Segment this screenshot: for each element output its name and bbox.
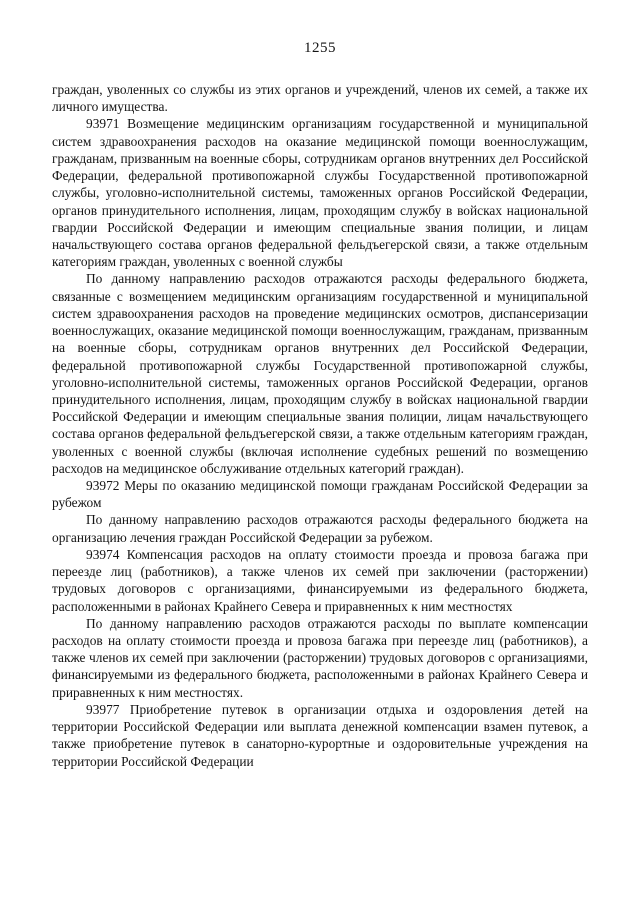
- paragraph: По данному направлению расходов отражаются расходы федерального бюджета, связанные с возмещением медицинским организациям государственной и муниципальной систем здравоохранения расходов на проведение медицинских осмотров, диспансеризации военнослужащих, оказание медицинской помощи военнослужащим, гражданам, призванным на военные сборы, сотрудникам органов внутренних дел Российской Федерации, федеральной противопожарной службы Государственной противопожарной службы, уголовно-исполнительной системы, таможенных органов Российской Федерации, органов принудительного исполнения, лицам, проходящим службу в войсках национальной гвардии Российской Федерации и имеющим специальные звания полиции, лицам начальствующего состава органов федеральной фельдъегерской связи, а также отдельным категориям граждан, уволенных с военной службы (включая исполнение судебных решений по возмещению расходов на медицинское обслуживание отдельных категорий граждан).: [52, 271, 588, 476]
- document-body: [52, 81, 588, 770]
- paragraph: По данному направлению расходов отражаются расходы по выплате компенсации расходов на оплату стоимости проезда и провоза багажа при переезде лиц (работников), а также членов их семей при заключении (расторжении) трудовых договоров с организациями, финансируемыми из федерального бюджета, расположенными в районах Крайнего Севера и приравненных к ним местностях.: [52, 615, 588, 700]
- paragraph: 93971 Возмещение медицинским организациям государственной и муниципальной систем здравоохранения расходов на оказание медицинской помощи военнослужащим, гражданам, призванным на военные сборы, сотрудникам органов внутренних дел Российской Федерации, федеральной противопожарной службы Государственной противопожарной службы, уголовно-исполнительной системы, таможенных органов Российской Федерации, органов принудительного исполнения, лицам, проходящим службу в войсках национальной гвардии Российской Федерации и имеющим специальные звания полиции, и лицам начальствующего состава органов федеральной фельдъегерской связи, а также отдельным категориям граждан, уволенных с военной службы: [52, 116, 588, 270]
- paragraph: 93974 Компенсация расходов на оплату стоимости проезда и провоза багажа при переезде лиц (работников), а также членов их семей при заключении (расторжении) трудовых договоров с организациями, финансируемыми из федерального бюджета, расположенными в районах Крайнего Севера и приравненных к ним местностях: [52, 546, 588, 614]
- paragraph: По данному направлению расходов отражаются расходы федерального бюджета на организацию лечения граждан Российской Федерации за рубежом.: [52, 512, 588, 545]
- paragraph: граждан, уволенных со службы из этих органов и учреждений, членов их семей, а также их личного имущества.: [52, 82, 588, 115]
- page-number: 1255: [304, 40, 336, 56]
- paragraph: 93977 Приобретение путевок в организации отдыха и оздоровления детей на территории Российской Федерации или выплата денежной компенсации взамен путевок, а также приобретение путевок в санаторно-курортные и оздоровительные учреждения на территории Российской Федерации: [52, 701, 588, 769]
- paragraph: 93972 Меры по оказанию медицинской помощи гражданам Российской Федерации за рубежом: [52, 478, 588, 511]
